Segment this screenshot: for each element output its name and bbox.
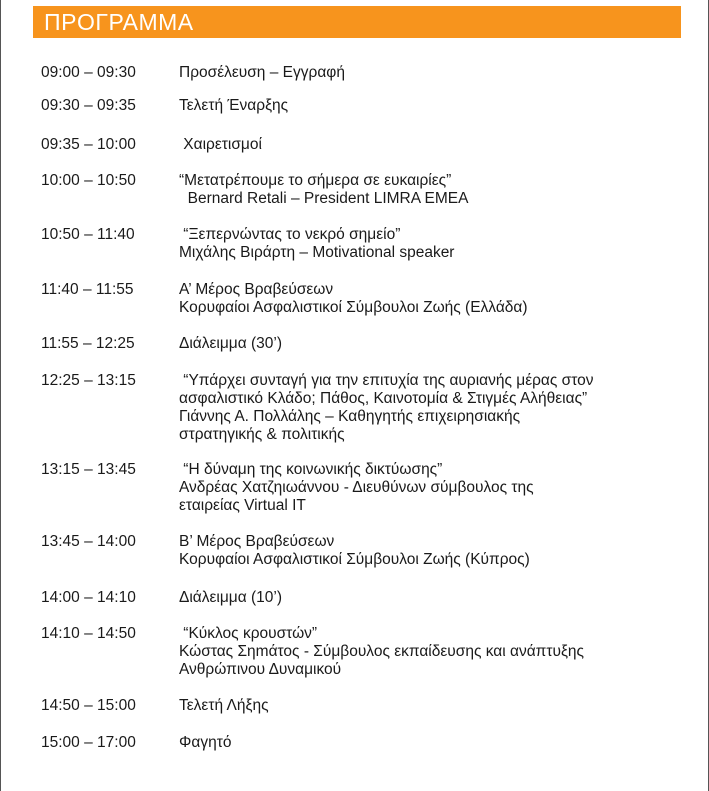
session-description [179, 172, 709, 208]
session-description [179, 461, 709, 515]
session-description [179, 734, 709, 752]
session-line: Κορυφαίοι Ασφαλιστικοί Σύμβουλοι Ζωής (Ελλάδα) [179, 299, 528, 316]
session-description [179, 533, 709, 569]
session-line: Προσέλευση – Εγγραφή [179, 64, 345, 81]
time-slot: 09:30 – 09:35 [41, 97, 136, 114]
time-slot: 09:35 – 10:00 [41, 136, 136, 153]
session-description [179, 335, 709, 353]
session-description [179, 97, 709, 115]
time-slot: 10:50 – 11:40 [41, 226, 135, 243]
session-description [179, 625, 709, 679]
session-line: “Υπάρχει συνταγή για την επιτυχία της αυριανής μέρας στον [179, 372, 594, 389]
time-slot: 09:00 – 09:30 [41, 64, 136, 81]
session-description [179, 64, 709, 82]
session-line: Διάλειμμα (10’) [179, 589, 282, 606]
time-slot: 14:00 – 14:10 [41, 589, 136, 606]
program-title: ΠΡΟΓΡΑΜΜΑ [44, 9, 194, 35]
session-line: Μιχάλης Βιράρτη – Motivational speaker [179, 244, 455, 261]
time-slot: 14:10 – 14:50 [41, 625, 136, 642]
session-description [179, 281, 709, 317]
session-line: Χαιρετισμοί [179, 136, 262, 153]
session-line: Κώστας Σηmάτος - Σύμβουλος εκπαίδευσης και ανάπτυξης [179, 643, 584, 660]
session-line: “Η δύναμη της κοινωνικής δικτύωσης” [179, 461, 443, 478]
session-line: στρατηγικής & πολιτικής [179, 426, 345, 443]
time-slot: 13:45 – 14:00 [41, 533, 136, 550]
session-line: “Ξεπερνώντας το νεκρό σημείο” [179, 226, 401, 243]
session-line: Κορυφαίοι Ασφαλιστικοί Σύμβουλοι Ζωής (Κύπρος) [179, 551, 530, 568]
session-line: Ανθρώπινου Δυναμικού [179, 661, 342, 678]
time-slot: 10:00 – 10:50 [41, 172, 136, 189]
session-description [179, 226, 709, 262]
time-slot: 15:00 – 17:00 [41, 734, 136, 751]
session-line: Α’ Μέρος Βραβεύσεων [179, 281, 334, 298]
session-line: ασφαλιστικό Κλάδο; Πάθος, Καινοτομία & Στιγμές Αλήθειας” [179, 390, 588, 407]
session-line: “Κύκλος κρουστών” [179, 625, 318, 642]
session-line: Τελετή Λήξης [179, 697, 269, 714]
session-description [179, 136, 709, 154]
session-line: εταιρείας Virtual IT [179, 497, 306, 514]
time-slot: 11:40 – 11:55 [41, 281, 134, 298]
session-line: Τελετή Έναρξης [179, 97, 289, 114]
session-description [179, 697, 709, 715]
session-line: Γιάννης Α. Πολλάλης – Καθηγητής επιχειρησιακής [179, 408, 521, 425]
session-line: “Μετατρέπουμε το σήμερα σε ευκαιρίες” [179, 172, 452, 189]
time-slot: 11:55 – 12:25 [41, 335, 135, 352]
time-slot: 13:15 – 13:45 [41, 461, 136, 478]
session-line: Φαγητό [179, 734, 232, 751]
session-line: Ανδρέας Χατζηιωάννου - Διευθύνων σύμβουλος της [179, 479, 534, 496]
time-slot: 12:25 – 13:15 [41, 372, 136, 389]
session-line: Διάλειμμα (30’) [179, 335, 282, 352]
session-line: Β’ Μέρος Βραβεύσεων [179, 533, 335, 550]
program-header [33, 6, 681, 38]
session-line: Bernard Retali – President LIMRA EMEA [179, 190, 469, 207]
session-description [179, 589, 709, 607]
time-slot: 14:50 – 15:00 [41, 697, 136, 714]
session-description [179, 372, 709, 444]
